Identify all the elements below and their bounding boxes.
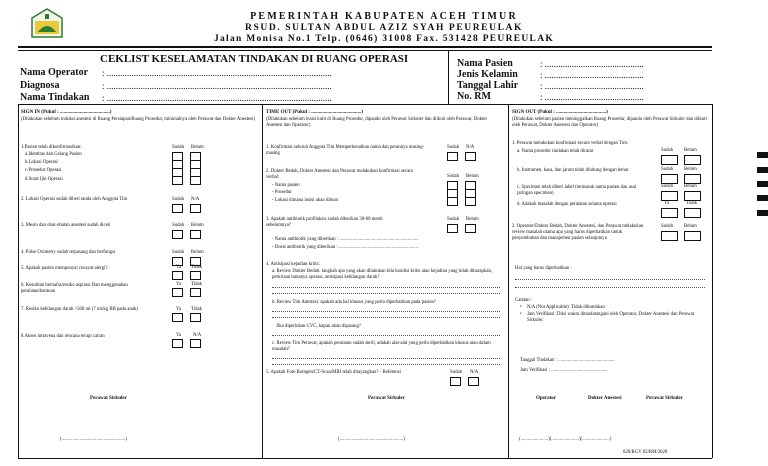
time-out-signer: Perawat Sirkuler [368, 396, 405, 401]
sign-out-note-jam: Jam Verifikasi: Diisi waktu ditandatangani oleh Operator, Dokter Anestesi dan Perawat Sirkuler. [527, 312, 695, 323]
sign-out-notes-label: Hal yang harus diperhatikan : [515, 266, 572, 271]
checkbox[interactable] [684, 208, 701, 218]
opt-label: Sudah [172, 223, 184, 228]
answer-line[interactable] [272, 358, 500, 359]
field-diagnosa[interactable]: : .................................................................................................... [102, 81, 332, 91]
sign-in-item-3: 3. Mesin dan obat-obatan anestesi sudah dicek [21, 223, 111, 228]
label-nama-pasien: Nama Pasien [457, 58, 513, 69]
opt-label: Belum [684, 184, 697, 189]
sign-out-signatures[interactable]: (.......................)(.......................)(.......................) [519, 437, 612, 442]
sign-in-item-6: 6. Kesulitan bernafas/resiko aspirasi Dan menggunakan peralatan/bantuan [21, 283, 128, 294]
opt-label: Tidak [686, 201, 698, 206]
checkbox[interactable] [684, 155, 701, 165]
opt-label: Tidak [191, 307, 203, 312]
checkbox[interactable] [465, 224, 476, 233]
checkbox[interactable] [447, 197, 458, 206]
sign-in-item-1d: d.Surat Ijin Operasi [25, 177, 63, 182]
opt-label: N/A [191, 197, 200, 202]
checkbox[interactable] [661, 191, 678, 201]
header-rule [18, 46, 712, 48]
opt-label: Tidak [191, 282, 203, 287]
opt-label: Sudah [661, 224, 673, 229]
sign-out-heading: SIGN OUT (Pukul : ........................................) [512, 110, 608, 115]
opt-label: Ya [176, 307, 182, 312]
sign-in-item-1b: b.Lokasi Operasi [25, 160, 58, 165]
column-divider-1 [262, 104, 263, 458]
signer-anestesi: Dokter Anestesi [588, 396, 622, 401]
field-no-rm[interactable]: : ............................................ [540, 92, 644, 102]
sign-out-tanggal[interactable]: Tanggal Tindakan : ............................................... [520, 358, 615, 363]
sign-out-item-1a: a. Nama prosedur tindakan telah dicatat [517, 149, 594, 154]
frame-right [712, 104, 713, 458]
checkbox[interactable] [684, 174, 701, 184]
identity-divider [448, 50, 449, 104]
sign-out-catatan: Catatan : [515, 298, 533, 303]
checkbox[interactable] [172, 271, 183, 280]
checkbox[interactable] [468, 377, 479, 386]
opt-label: Sudah [661, 148, 673, 153]
time-out-antibiotic-dose[interactable]: - Dosis antibiotik yang diberikan : .................................................................. [272, 245, 419, 250]
time-out-item-4c: c. Review Tim Perawat, apakah peralatan sudah steril, adakah alat-alat yang perlu diperhatikan khusus atau dalam masalah? [272, 341, 491, 352]
bullet: • [520, 312, 522, 317]
time-out-item-2b: - Prosedur [272, 190, 292, 195]
checkbox[interactable] [172, 313, 183, 322]
opt-label: Tidak [191, 265, 203, 270]
scan-mark [757, 210, 768, 216]
sign-in-item-7: 7. Resiko kehilangan darah >500 ml (7 ml/kg BB pada anak) [21, 307, 138, 312]
time-out-item-5: 5. Apakah Foto Rontgen/CT-Scan/MRI telah ditayangkan? - Referensi [266, 370, 401, 375]
time-out-item-2a: - Nama pasien [272, 183, 300, 188]
sign-out-item-1: 1. Perawat melakukan konfirmasi secara verbal dengan Tim: [512, 141, 629, 146]
answer-line[interactable] [272, 311, 500, 312]
identity-bottom-rule [18, 104, 712, 105]
time-out-item-2c: - Lokasi dimana insisi akan dibuat [272, 198, 338, 203]
opt-label: Sudah [447, 145, 459, 150]
time-out-item-4: 4. Antisipasi kejadian kritis: [266, 262, 320, 267]
answer-line[interactable] [272, 293, 500, 294]
form-code: 028/RGV 02/RM/2020 [623, 450, 668, 455]
time-out-item-4b-cvc: Jika diperlukan CVC, kapan akan dipasang? [276, 324, 361, 329]
time-out-antibiotic-name[interactable]: - Nama antibiotik yang diberikan : .................................................................. [272, 237, 419, 242]
label-jenis-kelamin: Jenis Kelamin [457, 69, 518, 80]
label-no-rm: No. RM [457, 91, 491, 102]
identity-top-rule [18, 50, 712, 51]
opt-label: Sudah [172, 250, 184, 255]
field-tanggal-lahir[interactable]: : ............................................ [540, 81, 644, 91]
opt-label: Belum [191, 145, 204, 150]
time-out-item-3: 3. Apakah antibiotik profilaksis sudah diberikan 30-60 menit sebelumnya? [266, 217, 383, 228]
opt-label: Sudah [172, 145, 184, 150]
checkbox[interactable] [447, 152, 458, 161]
sign-in-item-1a: a.Identitas dan Gelang Pasien [25, 152, 82, 157]
sign-out-item-1d: d. Adakah masalah dengan peralatan selama operasi [517, 202, 617, 207]
time-out-item-2: 2. Dokter Bedah, Dokter Anestesi dan Perawat melakukan konfirmasi secara verbal: [266, 169, 413, 180]
sign-out-desc: (Dilakukan sebelum pasien meninggalkan Ruang Prosedur, dipandu oleh Perawat Sirkuler dan diikuti oleh Perawat, Dokter Anestesi dan Operator) [512, 117, 707, 128]
field-nama-tindakan[interactable]: : .................................................................................................... [102, 93, 332, 103]
opt-label: Belum [466, 217, 479, 222]
field-nama-pasien[interactable]: : ............................................ [540, 59, 644, 69]
sign-out-item-1b: b. Instrumen, kasa, dan jarum telah dihitung dengan benar [517, 168, 629, 173]
signer-operator: Operator [536, 396, 556, 401]
answer-line[interactable] [272, 364, 500, 365]
sign-in-item-4: 4. Pulse Oximetry sudah terpasang dan berfungsi [21, 250, 116, 255]
signer-perawat: Perawat Sirkuler [646, 396, 683, 401]
opt-label: N/A [193, 333, 202, 338]
checkbox[interactable] [190, 204, 201, 213]
checkbox[interactable] [661, 231, 678, 241]
sign-in-item-1c: c.Prosedur Operasi [25, 168, 62, 173]
sign-in-item-2: 2. Lokasi Operasi sudah diberi tanda oleh Anggota Tim [21, 197, 128, 202]
checkbox[interactable] [190, 230, 201, 239]
opt-label: Ya [176, 282, 182, 287]
checkbox[interactable] [172, 204, 183, 213]
checkbox[interactable] [172, 339, 183, 348]
checkbox[interactable] [465, 197, 476, 206]
sign-in-item-5: 5. Apakah pasien mempunyai riwayat alergi? [21, 266, 108, 271]
opt-label: Ya [176, 333, 182, 338]
checkbox[interactable] [661, 174, 678, 184]
label-tanggal-lahir: Tanggal Lahir [457, 80, 519, 91]
form-title: CEKLIST KESELAMATAN TINDAKAN DI RUANG OPERASI [100, 53, 409, 65]
sign-in-desc: (Dilakukan sebelum induksi anestesi di Ruang Persiapan/Ruang Prosedur, minimalnya oleh Perawat dan Dokter Anestesi) [21, 117, 256, 122]
time-out-item-1: 1. Konfirmasi seluruh Anggota Tim Memperkenalkan nama dan perannya masing-masing [266, 145, 425, 156]
time-out-item-4b: b. Review Tim Anestesi: apakah ada hal khusus yang perlu diperhatikan pada pasien? [272, 300, 436, 305]
field-jenis-kelamin[interactable]: : ............................................ [540, 70, 644, 80]
sign-in-signature[interactable]: (.....................................................) [60, 437, 127, 442]
sign-out-item-2: 2. Operator/Dokter Bedah, Dokter Anestesi, dan Perawat melakukan review masalah utama apa yang harus diperhatikan untuk penyembuhan dan manajemen pasien selanjutnya [512, 224, 644, 241]
checkbox[interactable] [661, 155, 678, 165]
time-out-item-4a: a. Review Dokter Bedah: langkah apa yang akan dilakukan bila kondisi kritis atau kejadian yang tidak diharapkan, perkiraan lamanya operasi, antisipasi kehilangan darah? [272, 269, 493, 280]
checkbox[interactable] [684, 191, 701, 201]
answer-line[interactable] [515, 287, 705, 288]
opt-label: Ya [664, 201, 670, 206]
sign-out-note-na: N/A (Not Applicable): Tidak dibutuhkan [527, 305, 605, 310]
opt-label: N/A [470, 370, 479, 375]
opt-label: Belum [191, 223, 204, 228]
scan-mark [757, 195, 768, 201]
answer-line[interactable] [515, 279, 705, 280]
checkbox[interactable] [190, 288, 201, 297]
checkbox[interactable] [447, 224, 458, 233]
answer-line[interactable] [272, 317, 500, 318]
checkbox[interactable] [450, 377, 461, 386]
scan-mark [757, 152, 768, 158]
opt-label: Sudah [447, 174, 459, 179]
checkbox[interactable] [172, 230, 183, 239]
header-government: PEMERINTAH KABUPATEN ACEH TIMUR [250, 11, 518, 22]
opt-label: Belum [684, 167, 697, 172]
opt-label: N/A [466, 145, 475, 150]
label-nama-tindakan: Nama Tindakan [20, 92, 90, 103]
answer-line[interactable] [272, 335, 500, 336]
checkbox[interactable] [190, 176, 201, 185]
time-out-heading: TIME OUT (Pukul : ........................................) [266, 110, 363, 115]
checkbox[interactable] [465, 152, 476, 161]
time-out-desc: (Dilakukan sebelum insisi kulit di Ruang Prosedur, dipandu oleh Perawat Sirkuler dan diikuti oleh Perawat, Dokter Anestesi dan Operator) [266, 117, 488, 128]
opt-label: Belum [684, 224, 697, 229]
header-hospital: RSUD. SULTAN ABDUL AZIZ SYAH PEUREULAK [245, 23, 523, 33]
label-diagnosa: Diagnosa [20, 80, 60, 91]
sign-out-item-1c: c. Specimen telah diberi label (termasuk nama pasien dan asal jaringan specimen) [517, 185, 637, 196]
opt-label: Sudah [447, 217, 459, 222]
field-nama-operator[interactable]: : .................................................................................................... [102, 68, 332, 78]
checkbox[interactable] [172, 288, 183, 297]
opt-label: Sudah [172, 197, 184, 202]
scan-mark [757, 181, 768, 187]
bullet: • [520, 305, 522, 310]
opt-label: Sudah [450, 370, 462, 375]
header-address: Jalan Monisa No.1 Telp. (0646) 31008 Fax. 531428 PEUREULAK [213, 34, 555, 44]
frame-left [18, 104, 19, 458]
column-divider-2 [508, 104, 509, 458]
checkbox[interactable] [172, 176, 183, 185]
sign-in-heading: SIGN IN (Pukul : ........................................) [21, 110, 112, 115]
time-out-signature[interactable]: (.....................................................) [338, 437, 405, 442]
opt-label: Sudah [661, 167, 673, 172]
opt-label: Sudah [661, 184, 673, 189]
answer-line[interactable] [272, 287, 500, 288]
opt-label: Ya [176, 265, 182, 270]
sign-in-item-1: 1.Pasien telah dikonfirmasikan: [21, 145, 82, 150]
checkbox[interactable] [190, 339, 201, 348]
sign-in-signer: Perawat Sirkuler [90, 396, 127, 401]
checkbox[interactable] [190, 271, 201, 280]
sign-in-item-8: 8.Akses intravena dan rencana terapi cairan [21, 334, 105, 339]
scan-mark [757, 167, 768, 173]
sign-out-jam[interactable]: Jam Verifikasi : ............................................... [520, 368, 608, 373]
label-nama-operator: Nama Operator [20, 67, 89, 78]
opt-label: Belum [191, 250, 204, 255]
checkbox[interactable] [661, 208, 678, 218]
frame-bottom [18, 458, 712, 459]
checkbox[interactable] [684, 231, 701, 241]
opt-label: Belum [684, 148, 697, 153]
checkbox[interactable] [190, 313, 201, 322]
opt-label: Belum [466, 174, 479, 179]
